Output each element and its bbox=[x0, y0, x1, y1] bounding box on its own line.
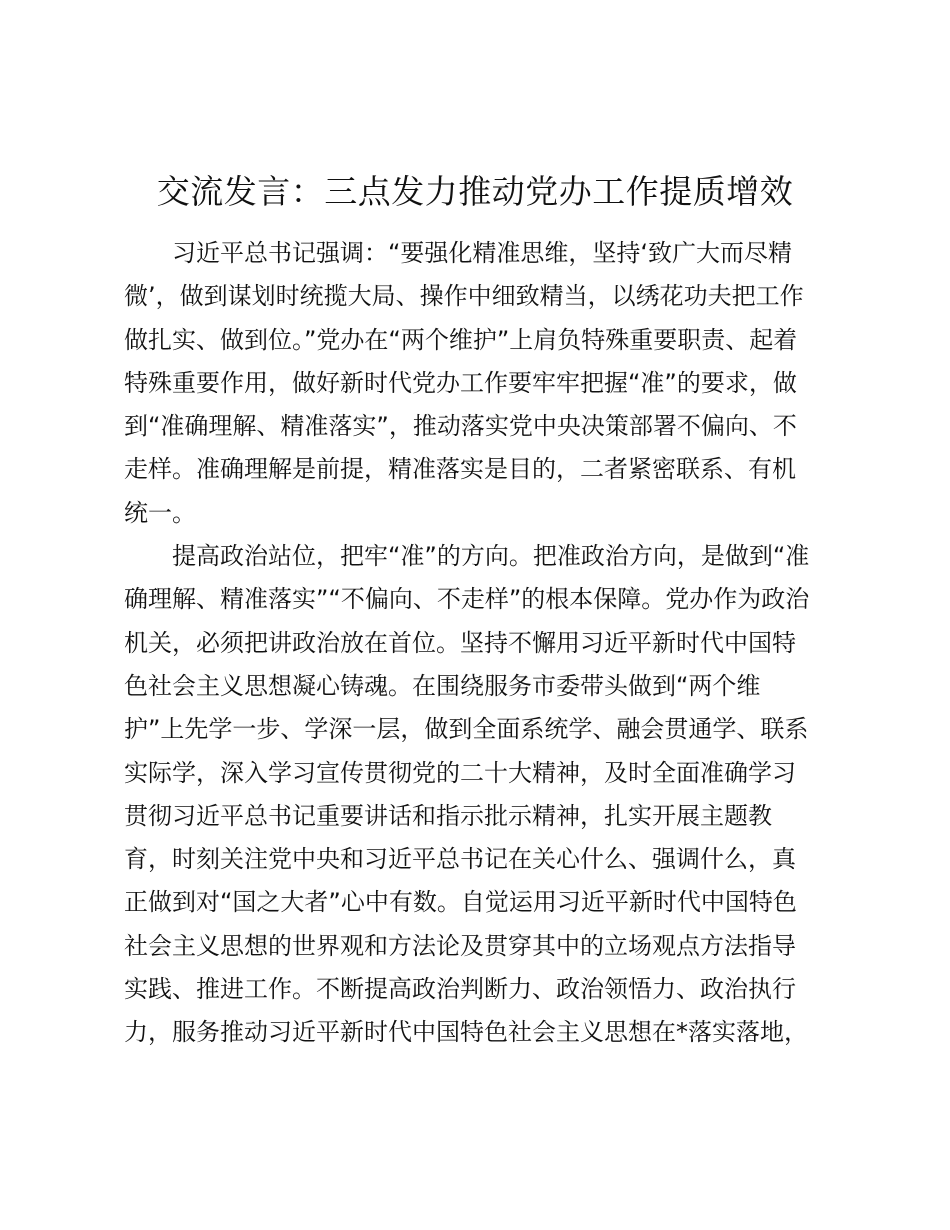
text-line: 社会主义思想的世界观和方法论及贯穿其中的立场观点方法指导 bbox=[124, 931, 796, 960]
text-line: 力，服务推动习近平新时代中国特色社会主义思想在*落实落地， bbox=[124, 1018, 808, 1047]
text-line: 统一。 bbox=[124, 498, 196, 527]
text-line: 贯彻习近平总书记重要讲话和指示批示精神，扎实开展主题教 bbox=[124, 801, 772, 830]
text-line: 特殊重要作用，做好新时代党办工作要牢牢把握“准”的要求，做 bbox=[124, 368, 797, 397]
text-line: 实践、推进工作。不断提高政治判断力、政治领悟力、政治执行 bbox=[124, 975, 796, 1004]
text-line: 确理解、精准落实”“不偏向、不走样”的根本保障。党办作为政治 bbox=[124, 585, 810, 614]
text-line: 实际学，深入学习宣传贯彻党的二十大精神，及时全面准确学习 bbox=[124, 758, 796, 787]
text-line: 色社会主义思想凝心铸魂。在围绕服务市委带头做到“两个维 bbox=[124, 671, 761, 700]
paragraph-2 bbox=[124, 535, 844, 1055]
text-line: 正做到对“国之大者”心中有数。自觉运用习近平新时代中国特色 bbox=[124, 888, 797, 917]
text-line: 习近平总书记强调：“要强化精准思维，坚持‘致广大而尽精 bbox=[172, 239, 793, 267]
text-line: 提高政治站位，把牢“准”的方向。把准政治方向，是做到“准 bbox=[172, 542, 810, 571]
paragraph-1 bbox=[124, 232, 844, 535]
text-line: 到“准确理解、精准落实”，推动落实党中央决策部署不偏向、不 bbox=[124, 412, 797, 441]
document-body bbox=[124, 232, 844, 1055]
text-line: 机关，必须把讲政治放在首位。坚持不懈用习近平新时代中国特 bbox=[124, 628, 796, 657]
document-title: 交流发言：三点发力推动党办工作提质增效 bbox=[156, 172, 794, 211]
text-line: 育，时刻关注党中央和习近平总书记在关心什么、强调什么，真 bbox=[124, 845, 796, 874]
text-line: 护”上先学一步、学深一层，做到全面系统学、融会贯通学、联系 bbox=[124, 715, 809, 744]
text-line: 做扎实、做到位。”党办在“两个维护”上肩负特殊重要职责、起着 bbox=[124, 325, 798, 354]
text-line: 走样。准确理解是前提，精准落实是目的，二者紧密联系、有机 bbox=[124, 455, 796, 484]
text-line: 微’，做到谋划时统揽大局、操作中细致精当，以绣花功夫把工作 bbox=[124, 282, 804, 311]
